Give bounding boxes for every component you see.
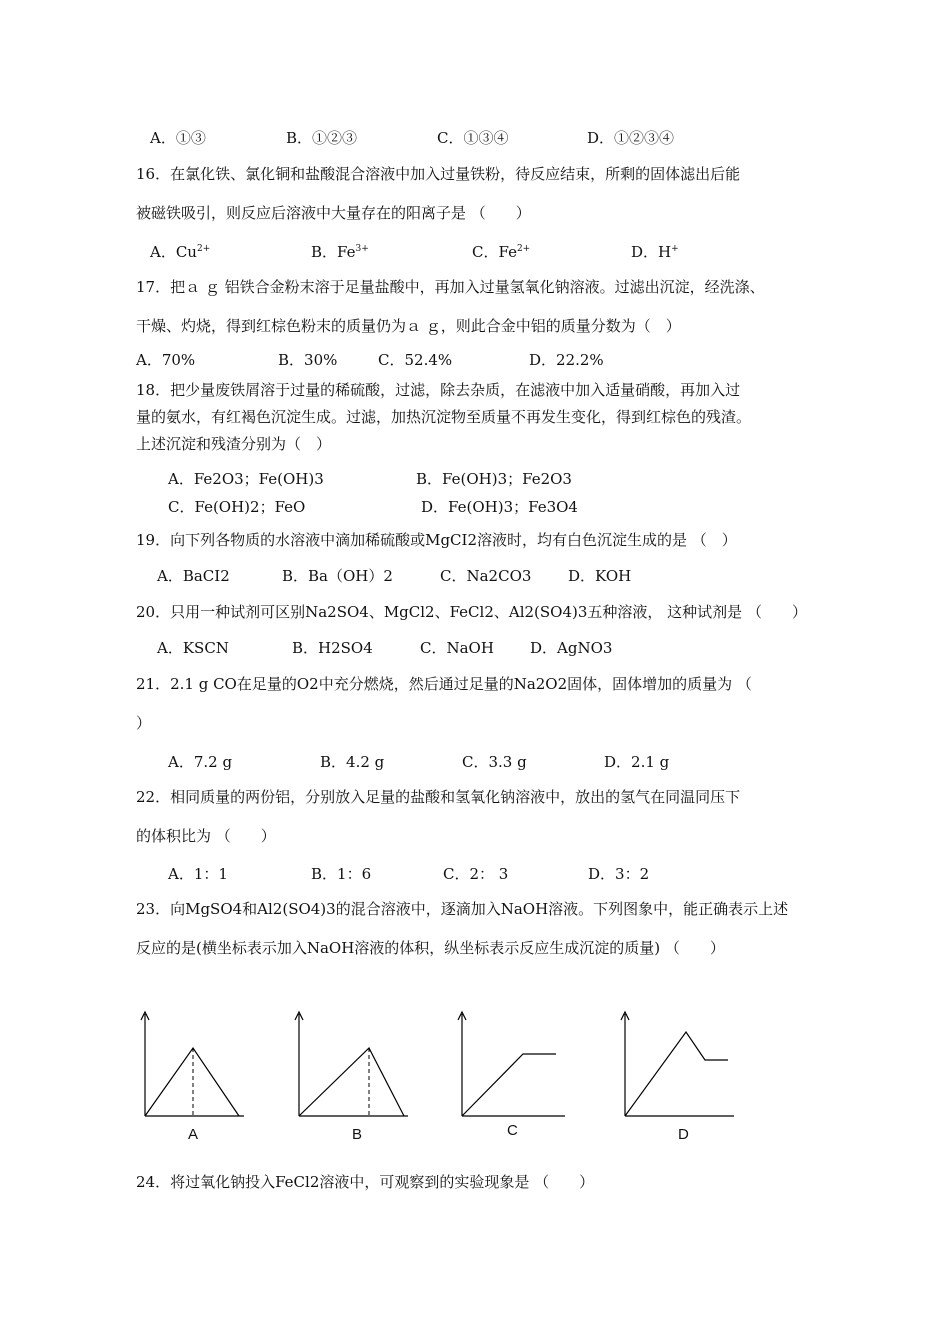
q19-text-line1: 19．向下列各物质的水溶液中滴加稀硫酸或MgCI2溶液时，均有白色沉淀生成的是 （ ） — [136, 531, 737, 549]
graph-a-plot — [138, 1010, 248, 1125]
q20-option-a: A．KSCN — [157, 639, 229, 657]
q24-text-line1: 24．将过氧化钠投入FeCl2溶液中，可观察到的实验现象是 （ ） — [136, 1173, 595, 1191]
q16-option-a: A．$Cu^{2+}$ — [150, 243, 211, 261]
graph-b-label: B — [352, 1126, 363, 1143]
q22-option-d: D．3：2 — [588, 865, 650, 883]
q20-option-b: B．H2SO4 — [292, 639, 373, 657]
q17-text-line2: 干燥、灼烧，得到红棕色粉末的质量仍为ａ ｇ，则此合金中铝的质量分数为（ ） — [136, 317, 681, 335]
q19-option-d: D．KOH — [568, 567, 632, 585]
q17-option-c: C．52.4% — [378, 351, 453, 369]
q20-text-line1: 20．只用一种试剂可区别Na2SO4、MgCl2、FeCl2、Al2(SO4)3五种溶液， 这种试剂是 （ ） — [136, 603, 807, 621]
graph-b-curve — [299, 1048, 404, 1116]
q21-option-b: B．4.2 g — [320, 753, 385, 771]
q21-option-a: A．7.2 g — [168, 753, 233, 771]
q20-option-c: C．NaOH — [420, 639, 494, 657]
q15-option-b: B．①②③ — [286, 129, 358, 147]
graph-d-plot — [618, 1010, 738, 1125]
graph-c — [455, 1010, 570, 1139]
q20-option-d: D．AgNO3 — [530, 639, 613, 657]
graph-a-curve — [145, 1048, 239, 1116]
q18-option-b: B．Fe(OH)3；Fe2O3 — [416, 470, 572, 488]
q15-option-a: A．①③ — [150, 129, 206, 147]
q16-option-b: B．$Fe^{3+}$ — [311, 243, 369, 261]
q16-text-line1: 16．在氯化铁、氯化铜和盐酸混合溶液中加入过量铁粉，待反应结束，所剩的固体滤出后能 — [136, 165, 741, 183]
q22-text-line2: 的体积比为 （ ） — [136, 827, 276, 845]
q19-option-b: B．Ba（OH）2 — [282, 567, 393, 585]
q17-option-d: D．22.2% — [529, 351, 604, 369]
q21-text-line1: 21．2.1 g CO在足量的O2中充分燃烧，然后通过足量的Na2O2固体，固体增加的质量为 （ — [136, 675, 752, 693]
q22-option-a: A．1：1 — [168, 865, 228, 883]
graph-c-label: C — [507, 1122, 518, 1139]
graph-d-curve — [625, 1032, 728, 1116]
q18-text-line2: 量的氨水，有红褐色沉淀生成。过滤，加热沉淀物至质量不再发生变化，得到红棕色的残渣。 — [136, 408, 752, 426]
graph-c-plot — [455, 1010, 570, 1125]
q16-text-line2: 被磁铁吸引，则反应后溶液中大量存在的阳离子是 （ ） — [136, 204, 531, 222]
q16-option-c: C．$Fe^{2+}$ — [472, 243, 531, 261]
q21-option-d: D．2.1 g — [604, 753, 670, 771]
q18-text-line1: 18．把少量废铁屑溶于过量的稀硫酸，过滤，除去杂质，在滤液中加入适量硝酸，再加入过 — [136, 381, 741, 399]
q17-text-line1: 17．把ａ ｇ 铝铁合金粉末溶于足量盐酸中，再加入过量氢氧化钠溶液。过滤出沉淀，经洗涤、 — [136, 278, 765, 296]
q18-option-c: C．Fe(OH)2；FeO — [168, 498, 306, 516]
q19-option-a: A．BaCI2 — [157, 567, 230, 585]
q17-option-a: A．70% — [136, 351, 196, 369]
q16-option-d: D．H+ — [631, 243, 679, 261]
graph-b — [292, 1010, 412, 1143]
q22-option-c: C．2： 3 — [443, 865, 509, 883]
graph-d — [618, 1010, 738, 1143]
q23-text-line2: 反应的是(横坐标表示加入NaOH溶液的体积，纵坐标表示反应生成沉淀的质量) （ ） — [136, 939, 725, 957]
q22-text-line1: 22．相同质量的两份铝，分别放入足量的盐酸和氢氧化钠溶液中，放出的氢气在同温同压下 — [136, 788, 741, 806]
graph-a-label: A — [188, 1126, 199, 1143]
q18-option-d: D．Fe(OH)3；Fe3O4 — [421, 498, 578, 516]
graph-c-curve — [462, 1054, 556, 1116]
q15-option-c: C．①③④ — [437, 129, 509, 147]
q17-option-b: B．30% — [278, 351, 338, 369]
graph-d-label: D — [678, 1126, 689, 1143]
q21-text-line2: ） — [136, 714, 152, 732]
q15-option-d: D．①②③④ — [587, 129, 675, 147]
graph-b-plot — [292, 1010, 412, 1125]
q18-option-a: A．Fe2O3；Fe(OH)3 — [168, 470, 324, 488]
q22-option-b: B．1：6 — [311, 865, 372, 883]
q18-text-line3: 上述沉淀和残渣分别为（ ） — [136, 435, 332, 453]
q21-option-c: C．3.3 g — [462, 753, 527, 771]
q23-text-line1: 23．向MgSO4和Al2(SO4)3的混合溶液中，逐滴加入NaOH溶液。下列图象中，能正确表示上述 — [136, 900, 789, 918]
q19-option-c: C．Na2CO3 — [440, 567, 532, 585]
graph-a — [138, 1010, 248, 1143]
